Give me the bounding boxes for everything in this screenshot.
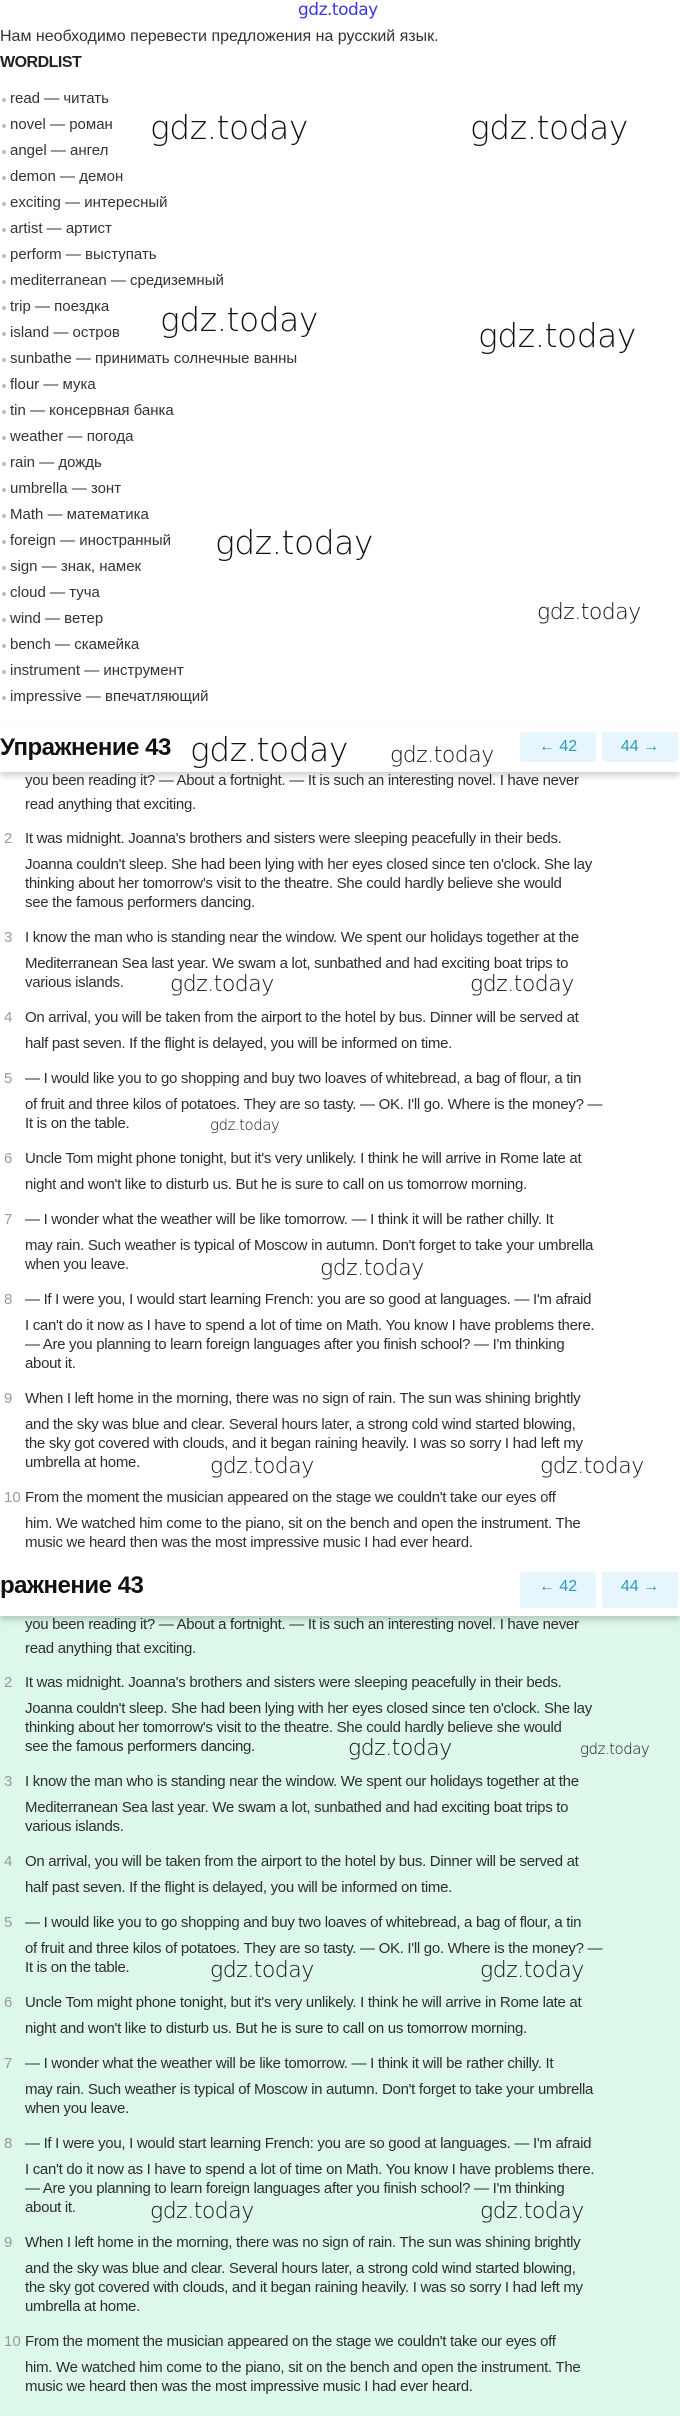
prev-exercise-button[interactable]: ← 42 <box>520 1572 596 1608</box>
wordlist-item: novel — роман <box>0 114 297 140</box>
item-text-line: may rain. Such weather is typical of Moscow in autumn. Don't forget to take your umbrella <box>25 1237 594 1254</box>
item-text-line: when you leave. <box>25 1256 129 1273</box>
wordlist-item: umbrella — зонт <box>0 478 297 504</box>
item-number: 6 <box>4 1994 13 2011</box>
item-text-line: — If I were you, I would start learning French: you are so good at languages. — I'm afraid <box>25 2135 592 2152</box>
item-text-line: It is on the table. <box>25 1959 130 1976</box>
item-text-line: music we heard then was the most impressive music I had ever heard. <box>25 1534 473 1551</box>
item-text-line: see the famous performers dancing. <box>25 1738 255 1755</box>
wordlist-item: sign — знак, намек <box>0 556 297 582</box>
item-number: 4 <box>4 1853 13 1870</box>
item-text-line: of fruit and three kilos of potatoes. They are so tasty. — OK. I'll go. Where is the money? — <box>25 1096 603 1113</box>
item-text-line: On arrival, you will be taken from the airport to the hotel by bus. Dinner will be served at <box>25 1009 579 1026</box>
wordlist-item: rain — дождь <box>0 452 297 478</box>
watermark: gdz.today <box>348 1736 452 1761</box>
item-text-line: read anything that exciting. <box>25 1640 196 1657</box>
watermark: gdz.today <box>170 972 274 997</box>
item-text-line: — I would like you to go shopping and buy two loaves of whitebread, a bag of flour, a tin <box>25 1070 582 1087</box>
wordlist <box>0 88 297 712</box>
item-number: 9 <box>4 2234 13 2251</box>
wordlist-item: mediterranean — средиземный <box>0 270 297 296</box>
watermark: gdz.today <box>150 108 308 147</box>
item-number: 5 <box>4 1914 13 1931</box>
wordlist-item: bench — скамейка <box>0 634 297 660</box>
item-text-line: Joanna couldn't sleep. She had been lying with her eyes closed since ten o'clock. She lay <box>25 856 592 873</box>
item-text-line: umbrella at home. <box>25 2298 140 2315</box>
wordlist-item: read — читать <box>0 88 297 114</box>
item-text-line: From the moment the musician appeared on the stage we couldn't take our eyes off <box>25 1489 556 1506</box>
item-text-line: you been reading it? — About a fortnight. — It is such an interesting novel. I have never <box>25 772 579 789</box>
watermark: gdz.today <box>190 730 348 769</box>
item-number: 7 <box>4 1211 13 1228</box>
wordlist-item: Math — математика <box>0 504 297 530</box>
wordlist-item: demon — демон <box>0 166 297 192</box>
watermark: gdz.today <box>210 1454 314 1479</box>
item-text-line: Mediterranean Sea last year. We swam a lot, sunbathed and had exciting boat trips to <box>25 955 569 972</box>
wordlist-item: trip — поездка <box>0 296 297 322</box>
item-text-line: the sky got covered with clouds, and it began raining heavily. I was so sorry I had left my <box>25 1435 583 1452</box>
wordlist-item: impressive — впечатляющий <box>0 686 297 712</box>
item-text-line: and the sky was blue and clear. Several hours later, a strong cold wind started blowing, <box>25 1416 576 1433</box>
item-text-line: umbrella at home. <box>25 1454 140 1471</box>
item-number: 2 <box>4 1674 13 1691</box>
item-text-line: I know the man who is standing near the window. We spent our holidays together at the <box>25 929 579 946</box>
item-text-line: When I left home in the morning, there was no sign of rain. The sun was shining brightly <box>25 2234 581 2251</box>
wordlist-item: exciting — интересный <box>0 192 297 218</box>
watermark: gdz.today <box>150 2199 254 2224</box>
wordlist-item: tin — консервная банка <box>0 400 297 426</box>
item-text-line: the sky got covered with clouds, and it began raining heavily. I was so sorry I had left my <box>25 2279 583 2296</box>
wordlist-item: artist — артист <box>0 218 297 244</box>
item-text-line: thinking about her tomorrow's visit to the theatre. She could hardly believe she would <box>25 875 562 892</box>
item-text-line: It was midnight. Joanna's brothers and sisters were sleeping peacefully in their beds. <box>25 1674 562 1691</box>
item-text-line: see the famous performers dancing. <box>25 894 255 911</box>
exercise-header-sticky <box>0 1570 680 1616</box>
item-text-line: read anything that exciting. <box>25 796 196 813</box>
wordlist-item: foreign — иностранный <box>0 530 297 556</box>
item-text-line: — I wonder what the weather will be like tomorrow. — I think it will be rather chilly. It <box>25 2055 554 2072</box>
item-text-line: — Are you planning to learn foreign languages after you finish school? — I'm thinking <box>25 2180 565 2197</box>
item-text-line: When I left home in the morning, there was no sign of rain. The sun was shining brightly <box>25 1390 581 1407</box>
item-number: 8 <box>4 1291 13 1308</box>
item-number: 3 <box>4 929 13 946</box>
item-text-line: various islands. <box>25 974 124 991</box>
item-text-line: music we heard then was the most impressive music I had ever heard. <box>25 2378 473 2395</box>
item-text-line: him. We watched him come to the piano, sit on the bench and open the instrument. The <box>25 1515 581 1532</box>
item-text-line: It is on the table. <box>25 1115 130 1132</box>
wordlist-item: angel — ангел <box>0 140 297 166</box>
item-number: 6 <box>4 1150 13 1167</box>
watermark: gdz.today <box>320 1256 424 1281</box>
wordlist-item: weather — погода <box>0 426 297 452</box>
item-text-line: night and won't like to disturb us. But he is sure to call on us tomorrow morning. <box>25 2020 527 2037</box>
wordlist-item: perform — выступать <box>0 244 297 270</box>
item-text-line: about it. <box>25 1355 76 1372</box>
item-number: 2 <box>4 830 13 847</box>
item-text-line: night and won't like to disturb us. But he is sure to call on us tomorrow morning. <box>25 1176 527 1193</box>
item-number: 5 <box>4 1070 13 1087</box>
watermark: gdz.today <box>478 316 636 355</box>
item-text-line: I know the man who is standing near the window. We spent our holidays together at the <box>25 1773 579 1790</box>
watermark: gdz.today <box>390 743 494 768</box>
item-number: 8 <box>4 2135 13 2152</box>
prev-exercise-button[interactable]: ← 42 <box>520 732 596 762</box>
solution-section-1 <box>0 772 680 1570</box>
item-number: 10 <box>4 1489 21 1506</box>
wordlist-item: instrument — инструмент <box>0 660 297 686</box>
item-text-line: Mediterranean Sea last year. We swam a lot, sunbathed and had exciting boat trips to <box>25 1799 569 1816</box>
solution-section-2 <box>0 1616 680 2416</box>
item-number: 10 <box>4 2333 21 2350</box>
item-text-line: various islands. <box>25 1818 124 1835</box>
item-text-line: when you leave. <box>25 2100 129 2117</box>
item-text-line: I can't do it now as I have to spend a lot of time on Math. You know I have problems there. <box>25 1317 595 1334</box>
next-exercise-button[interactable]: 44 → <box>602 1572 678 1608</box>
item-text-line: Uncle Tom might phone tonight, but it's very unlikely. I think he will arrive in Rome late at <box>25 1150 582 1167</box>
watermark: gdz.today <box>215 523 373 562</box>
exercise-title: Упражнение 43 <box>0 734 171 761</box>
item-text-line: From the moment the musician appeared on the stage we couldn't take our eyes off <box>25 2333 556 2350</box>
watermark: gdz.today <box>470 108 628 147</box>
item-text-line: — I would like you to go shopping and buy two loaves of whitebread, a bag of flour, a tin <box>25 1914 582 1931</box>
item-text-line: him. We watched him come to the piano, sit on the bench and open the instrument. The <box>25 2359 581 2376</box>
watermark: gdz.today <box>480 1958 584 1983</box>
item-number: 4 <box>4 1009 13 1026</box>
wordlist-heading: WORDLIST <box>0 54 82 71</box>
item-text-line: thinking about her tomorrow's visit to the theatre. She could hardly believe she would <box>25 1719 562 1736</box>
watermark: gdz.today <box>210 1116 280 1134</box>
watermark: gdz.today <box>580 1740 650 1758</box>
watermark: gdz.today <box>537 600 641 625</box>
watermark: gdz.today <box>540 1454 644 1479</box>
item-text-line: — If I were you, I would start learning French: you are so good at languages. — I'm afraid <box>25 1291 592 1308</box>
wordlist-item: island — остров <box>0 322 297 348</box>
wordlist-item: sunbathe — принимать солнечные ванны <box>0 348 297 374</box>
item-text-line: you been reading it? — About a fortnight. — It is such an interesting novel. I have never <box>25 1616 579 1633</box>
watermark: gdz.today <box>470 972 574 997</box>
item-number: 7 <box>4 2055 13 2072</box>
wordlist-item: cloud — туча <box>0 582 297 608</box>
next-exercise-button[interactable]: 44 → <box>602 732 678 762</box>
item-text-line: about it. <box>25 2199 76 2216</box>
item-text-line: On arrival, you will be taken from the airport to the hotel by bus. Dinner will be served at <box>25 1853 579 1870</box>
item-text-line: — I wonder what the weather will be like tomorrow. — I think it will be rather chilly. It <box>25 1211 554 1228</box>
wordlist-item: wind — ветер <box>0 608 297 634</box>
item-number: 3 <box>4 1773 13 1790</box>
watermark-logo: gdz.today <box>298 0 378 20</box>
exercise-title: ражнение 43 <box>0 1572 144 1599</box>
item-text-line: Uncle Tom might phone tonight, but it's very unlikely. I think he will arrive in Rome late at <box>25 1994 582 2011</box>
task-description: Нам необходимо перевести предложения на русский язык. <box>0 28 439 45</box>
item-text-line: It was midnight. Joanna's brothers and sisters were sleeping peacefully in their beds. <box>25 830 562 847</box>
watermark: gdz.today <box>480 2199 584 2224</box>
item-text-line: and the sky was blue and clear. Several hours later, a strong cold wind started blowing, <box>25 2260 576 2277</box>
item-text-line: Joanna couldn't sleep. She had been lying with her eyes closed since ten o'clock. She lay <box>25 1700 592 1717</box>
wordlist-item: flour — мука <box>0 374 297 400</box>
item-text-line: half past seven. If the flight is delayed, you will be informed on time. <box>25 1879 452 1896</box>
item-text-line: half past seven. If the flight is delayed, you will be informed on time. <box>25 1035 452 1052</box>
item-text-line: may rain. Such weather is typical of Moscow in autumn. Don't forget to take your umbrella <box>25 2081 594 2098</box>
item-number: 9 <box>4 1390 13 1407</box>
item-text-line: I can't do it now as I have to spend a lot of time on Math. You know I have problems there. <box>25 2161 595 2178</box>
item-text-line: — Are you planning to learn foreign languages after you finish school? — I'm thinking <box>25 1336 565 1353</box>
watermark: gdz.today <box>160 300 318 339</box>
watermark: gdz.today <box>210 1958 314 1983</box>
item-text-line: of fruit and three kilos of potatoes. They are so tasty. — OK. I'll go. Where is the money? — <box>25 1940 603 1957</box>
